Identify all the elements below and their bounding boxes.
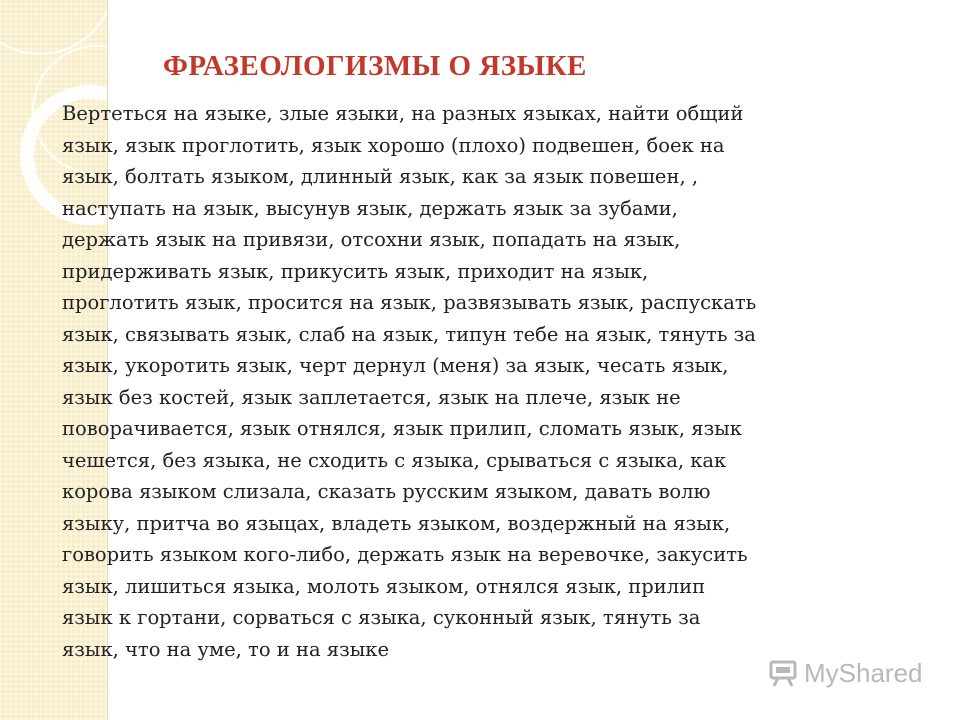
projector-screen-icon (768, 658, 798, 688)
slide-body-text: Вертеться на языке, злые языки, на разных языках, найти общий язык, язык проглотить, язык хорошо (плохо) подвешен, боек на язык, болтать языком, длинный язык, как за язык повешен, , наступать на язык, высунув язык, держать язык за зубами, держать язык на привязи, отсохни язык, попадать на язык, придерживать язык, прикусить язык, приходит на язык, проглотить язык, просится на язык, развязывать язык, распускать язык, связывать язык, слаб на язык, типун тебе на язык, тянуть за язык, укоротить язык, черт дернул (меня) за язык, чесать язык, язык без костей, язык заплетается, язык на плече, язык не поворачивается, язык отнялся, язык прилип, сломать язык, язык чешется, без языка, не сходить с языка, срываться с языка, как корова языком слизала, сказать русским языком, давать волю языку, притча во языцах, владеть языком, воздержный на язык, говорить языком кого-либо, держать язык на веревочке, закусить язык, лишиться языка, молоть языком, отнялся язык, прилип язык к гортани, сорваться с языка, суконный язык, тянуть за язык, что на уме, то и на языке (62, 102, 757, 661)
slide-title: ФРАЗЕОЛОГИЗМЫ О ЯЗЫКЕ (163, 50, 587, 82)
watermark-text: MyShared (804, 657, 923, 688)
watermark (768, 656, 923, 690)
